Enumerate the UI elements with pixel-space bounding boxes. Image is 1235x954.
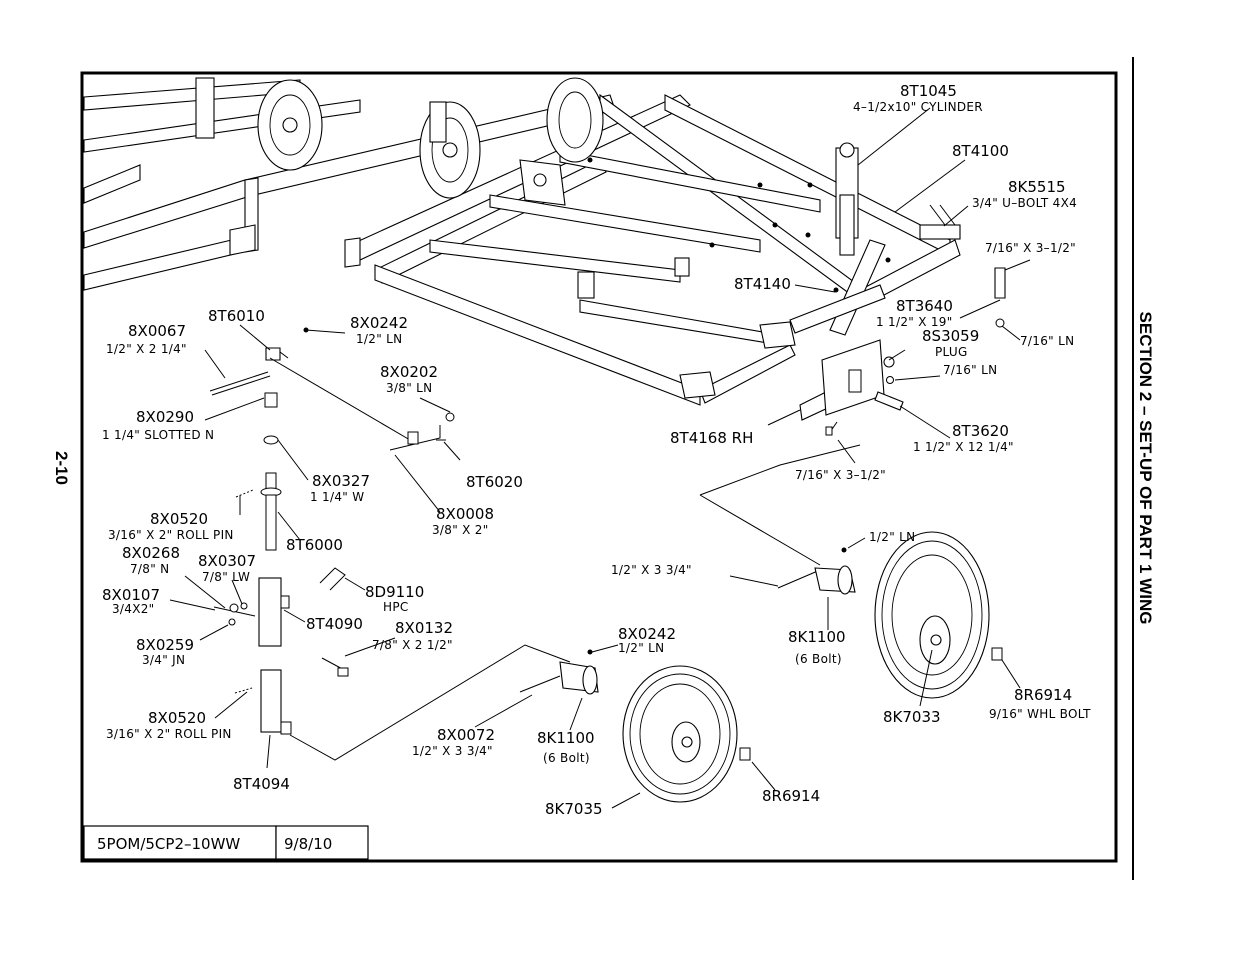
callout-8t6020: 8T6020 xyxy=(466,473,523,491)
callout-8x0520-b: 8X0520 xyxy=(148,709,206,727)
callout-8d9110: 8D9110 xyxy=(365,583,425,601)
callout-8x0067-desc: 1/2" X 2 1/4" xyxy=(106,342,187,356)
callout-8t4090: 8T4090 xyxy=(306,615,363,633)
callout-8k5515-desc: 3/4" U–BOLT 4X4 xyxy=(972,196,1078,210)
callout-8t4140: 8T4140 xyxy=(734,275,791,293)
callout-ln-12: 1/2" LN xyxy=(869,530,916,544)
callout-8x0202: 8X0202 xyxy=(380,363,438,381)
callout-8x0107-desc: 3/4X2" xyxy=(112,602,155,616)
callout-8k1100-a: 8K1100 xyxy=(537,729,595,747)
callout-8x0259: 8X0259 xyxy=(136,636,194,654)
callout-8x0202-desc: 3/8" LN xyxy=(386,381,433,395)
callout-8s3059: 8S3059 xyxy=(922,327,980,345)
callout-8x0520-b-desc: 3/16" X 2" ROLL PIN xyxy=(106,727,232,741)
callout-8s3059-desc: PLUG xyxy=(935,345,968,359)
callout-8x0520-a-desc: 3/16" X 2" ROLL PIN xyxy=(108,528,234,542)
callout-8k1100-b: 8K1100 xyxy=(788,628,846,646)
callout-8x0242-b-desc: 1/2" LN xyxy=(618,641,665,655)
wing-frame-illustration xyxy=(84,78,960,405)
callout-8x0307-desc: 7/8" LW xyxy=(202,570,251,584)
callout-bolt-top: 7/16" X 3–1/2" xyxy=(985,241,1076,255)
callout-8k7035: 8K7035 xyxy=(545,800,603,818)
callout-8k1100-b-desc: (6 Bolt) xyxy=(795,652,842,666)
callout-8x0008-desc: 3/8" X 2" xyxy=(432,523,489,537)
callout-8k5515: 8K5515 xyxy=(1008,178,1066,196)
callout-8x0307: 8X0307 xyxy=(198,552,256,570)
callout-8t3620: 8T3620 xyxy=(952,422,1009,440)
callout-ln-716-a: 7/16" LN xyxy=(1020,334,1075,348)
callout-8x0072-desc: 1/2" X 3 3/4" xyxy=(412,744,493,758)
title-block xyxy=(84,826,368,859)
callout-8x0268-desc: 7/8" N xyxy=(130,562,170,576)
callout-8x0067: 8X0067 xyxy=(128,322,186,340)
callout-8x0259-desc: 3/4" JN xyxy=(142,653,186,667)
callout-8x0008: 8X0008 xyxy=(436,505,494,523)
callout-8t1045-desc: 4–1/2x10" CYLINDER xyxy=(853,100,983,114)
callout-8t4168: 8T4168 RH xyxy=(670,429,754,447)
callout-8x0268: 8X0268 xyxy=(122,544,180,562)
reference-lines xyxy=(290,445,860,760)
callout-8t6000: 8T6000 xyxy=(286,536,343,554)
callout-8t4094: 8T4094 xyxy=(233,775,290,793)
callout-bolt-12: 1/2" X 3 3/4" xyxy=(611,563,692,577)
callout-8x0242-b: 8X0242 xyxy=(618,625,676,643)
right-wheel-assembly xyxy=(778,532,1002,698)
callout-8x0327: 8X0327 xyxy=(312,472,370,490)
callout-8k7033: 8K7033 xyxy=(883,708,941,726)
left-wheel-assembly xyxy=(623,666,750,802)
callout-8t4100: 8T4100 xyxy=(952,142,1009,160)
callout-8x0107: 8X0107 xyxy=(102,586,160,604)
callout-8d9110-desc: HPC xyxy=(383,600,409,614)
callout-8t1045: 8T1045 xyxy=(900,82,957,100)
callout-ln-716-b: 7/16" LN xyxy=(943,363,998,377)
title-block-model: 5POM/5CP2–10WW xyxy=(97,835,241,853)
callout-8r6914-b: 8R6914 xyxy=(1014,686,1073,704)
callout-8x0290-desc: 1 1/4" SLOTTED N xyxy=(102,428,215,442)
callout-8r6914-b-desc: 9/16" WHL BOLT xyxy=(989,707,1091,721)
callout-8x0327-desc: 1 1/4" W xyxy=(310,490,365,504)
callout-8x0072: 8X0072 xyxy=(437,726,495,744)
section-title: SECTION 2 – SET-UP OF PART 1 WING xyxy=(1136,311,1155,625)
callout-8x0242-a-desc: 1/2" LN xyxy=(356,332,403,346)
callout-8t6010: 8T6010 xyxy=(208,307,265,325)
callout-8x0132-desc: 7/8" X 2 1/2" xyxy=(372,638,453,652)
callout-8x0132: 8X0132 xyxy=(395,619,453,637)
callout-8x0290: 8X0290 xyxy=(136,408,194,426)
callout-8x0242-a: 8X0242 xyxy=(350,314,408,332)
callout-8t3640-desc: 1 1/2" X 19" xyxy=(876,315,953,329)
callout-8x0520-a: 8X0520 xyxy=(150,510,208,528)
callout-8t3620-desc: 1 1/2" X 12 1/4" xyxy=(913,440,1014,454)
callout-8r6914-a: 8R6914 xyxy=(762,787,821,805)
callout-8k1100-a-desc: (6 Bolt) xyxy=(543,751,590,765)
callout-bolt-mid: 7/16" X 3–1/2" xyxy=(795,468,886,482)
page-number: 2-10 xyxy=(52,450,71,486)
title-block-date: 9/8/10 xyxy=(284,835,333,853)
callout-8t3640: 8T3640 xyxy=(896,297,953,315)
